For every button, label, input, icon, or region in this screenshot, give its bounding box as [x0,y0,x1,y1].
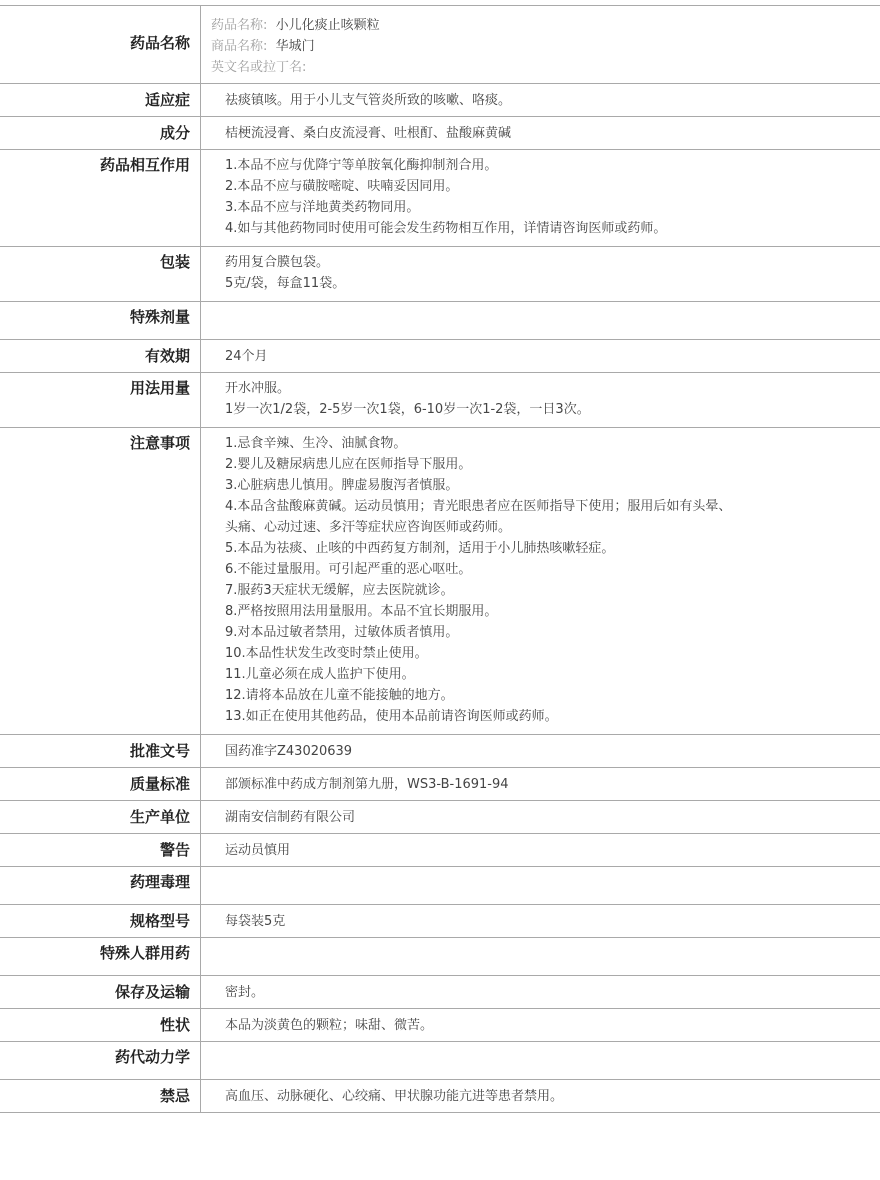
row-label: 特殊剂量 [0,302,201,340]
row-special-dosage [0,302,880,340]
brand-name-value: 华城门 [275,39,315,54]
row-packaging [0,247,880,302]
row-label: 特殊人群用药 [0,938,201,976]
row-indication [0,84,880,117]
row-manufacturer [0,801,880,834]
row-label: 注意事项 [0,428,201,735]
row-validity [0,340,880,373]
row-label: 用法用量 [0,373,201,428]
brand-name-line [211,36,880,57]
row-pharmacology [0,867,880,905]
value-line: 桔梗流浸膏、桑白皮流浸膏、吐根酊、盐酸麻黄碱 [225,126,512,141]
row-value [201,1080,880,1113]
row-value [201,1042,880,1080]
row-ingredients [0,117,880,150]
value-line: 国药准字Z43020639 [225,744,353,759]
value-line: 10.本品性状发生改变时禁止使用。 [225,646,428,661]
value-line: 6.不能过量服用。可引起严重的恶心呕吐。 [225,562,472,577]
value-line: 开水冲服。 [225,381,291,396]
value-line: 4.如与其他药物同时使用可能会发生药物相互作用，详情请咨询医师或药师。 [225,221,667,236]
row-value [201,735,880,768]
row-label: 批准文号 [0,735,201,768]
row-value [201,150,880,247]
value-line: 头痛、心动过速、多汗等症状应咨询医师或药师。 [225,520,512,535]
value-line: 24个月 [225,349,268,364]
row-label: 药品名称 [0,6,201,84]
value-line: 13.如正在使用其他药品，使用本品前请咨询医师或药师。 [225,709,558,724]
brand-name-label: 商品名称: [211,39,268,54]
value-line: 4.本品含盐酸麻黄碱。运动员慎用；青光眼患者应在医师指导下使用；服用后如有头晕、 [225,499,732,514]
row-contraindications [0,1080,880,1113]
row-value [201,247,880,302]
value-line: 运动员慎用 [225,843,291,858]
drug-name-line [211,15,880,36]
value-line: 2.本品不应与磺胺嘧啶、呋喃妥因同用。 [225,179,459,194]
row-label: 性状 [0,1009,201,1042]
value-line: 部颁标准中药成方制剂第九册，WS3-B-1691-94 [225,777,509,792]
value-line: 1岁一次1/2袋，2-5岁一次1袋，6-10岁一次1-2袋，一日3次。 [225,402,590,417]
drug-name-value: 小儿化痰止咳颗粒 [275,18,380,33]
value-line: 湖南安信制药有限公司 [225,810,356,825]
row-value [201,302,880,340]
value-line: 1.忌食辛辣、生冷、油腻食物。 [225,436,407,451]
row-label: 包装 [0,247,201,302]
row-value [201,373,880,428]
value-line: 3.心脏病患儿慎用。脾虚易腹泻者慎服。 [225,478,459,493]
row-warning [0,834,880,867]
row-usage [0,373,880,428]
row-label: 成分 [0,117,201,150]
row-value [201,84,880,117]
row-value [201,905,880,938]
row-label: 药代动力学 [0,1042,201,1080]
value-line: 每袋装5克 [225,914,286,929]
row-value [201,976,880,1009]
value-line: 5克/袋，每盒11袋。 [225,276,346,291]
value-line: 9.对本品过敏者禁用，过敏体质者慎用。 [225,625,459,640]
value-line: 2.婴儿及糖尿病患儿应在医师指导下服用。 [225,457,472,472]
row-pharmacokinetics [0,1042,880,1080]
row-label: 保存及运输 [0,976,201,1009]
row-value [201,938,880,976]
latin-name-label: 英文名或拉丁名: [211,60,307,75]
value-line: 本品为淡黄色的颗粒；味甜、微苦。 [225,1018,434,1033]
row-precautions [0,428,880,735]
row-special-population [0,938,880,976]
row-value [201,6,880,84]
row-specification [0,905,880,938]
row-label: 质量标准 [0,768,201,801]
row-value [201,1009,880,1042]
drug-info-table [0,5,880,1113]
row-label: 药理毒理 [0,867,201,905]
value-line: 12.请将本品放在儿童不能接触的地方。 [225,688,454,703]
row-approval [0,735,880,768]
row-standard [0,768,880,801]
value-line: 高血压、动脉硬化、心绞痛、甲状腺功能亢进等患者禁用。 [225,1089,564,1104]
row-label: 禁忌 [0,1080,201,1113]
row-appearance [0,1009,880,1042]
value-line: 药用复合膜包袋。 [225,255,330,270]
value-line: 3.本品不应与洋地黄类药物同用。 [225,200,420,215]
value-line: 密封。 [225,985,265,1000]
value-line: 5.本品为祛痰、止咳的中西药复方制剂，适用于小儿肺热咳嗽轻症。 [225,541,615,556]
row-label: 生产单位 [0,801,201,834]
value-line: 7.服药3天症状无缓解，应去医院就诊。 [225,583,454,598]
row-value [201,117,880,150]
row-value [201,867,880,905]
latin-name-line [211,57,880,78]
row-label: 规格型号 [0,905,201,938]
value-line: 8.严格按照用法用量服用。本品不宜长期服用。 [225,604,498,619]
row-label: 有效期 [0,340,201,373]
row-interactions [0,150,880,247]
row-label: 药品相互作用 [0,150,201,247]
value-line: 祛痰镇咳。用于小儿支气管炎所致的咳嗽、咯痰。 [225,93,512,108]
row-drug-name [0,6,880,84]
row-storage [0,976,880,1009]
row-value [201,834,880,867]
row-label: 警告 [0,834,201,867]
row-label: 适应症 [0,84,201,117]
value-line: 1.本品不应与优降宁等单胺氧化酶抑制剂合用。 [225,158,498,173]
value-line: 11.儿童必须在成人监护下使用。 [225,667,415,682]
drug-name-label: 药品名称: [211,18,268,33]
row-value [201,768,880,801]
row-value [201,801,880,834]
row-value [201,428,880,735]
row-value [201,340,880,373]
